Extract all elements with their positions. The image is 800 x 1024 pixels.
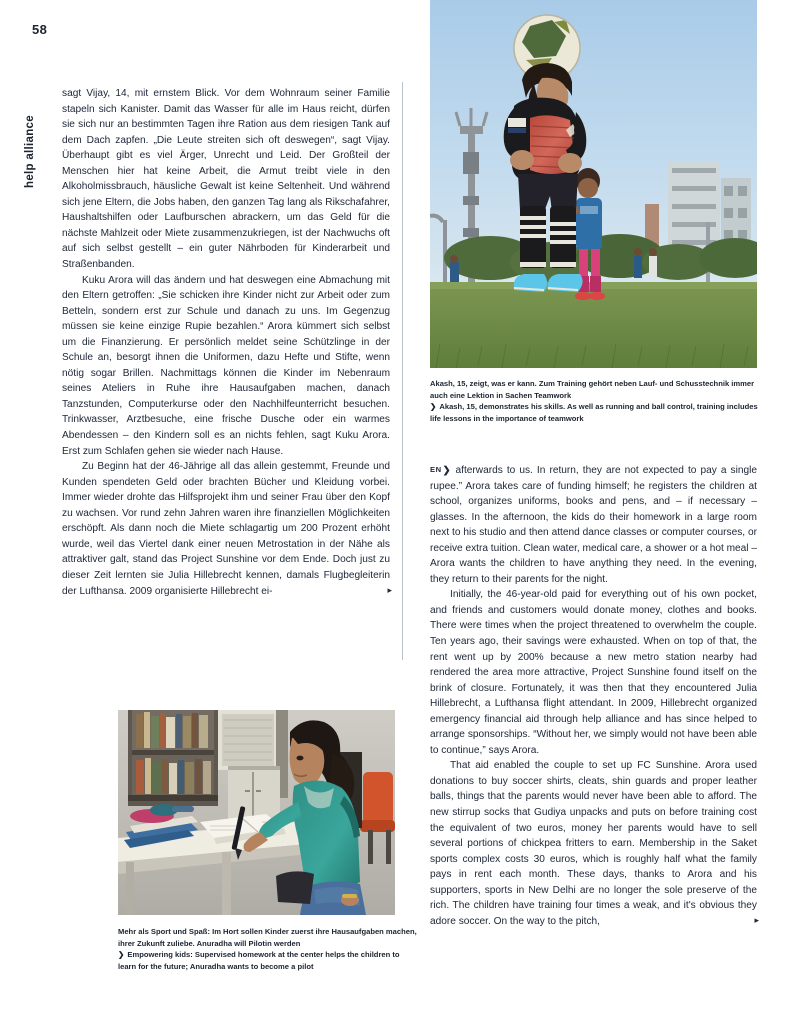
paragraph-en-1	[430, 462, 757, 587]
column-divider-rule	[402, 82, 403, 660]
paragraph-de-1: sagt Vijay, 14, mit ernstem Blick. Vor dem Wohnraum seiner Familie stapeln sich Kanister. Damit das Wasser für alle im Haus reicht, dürfen sie sich nur an bestimmten Tagen ihre Ration aus dem riesigen Tank auf dem Dach zapfen. „Die Leute streiten sich oft deswegen“, sagt Vijay. Überhaupt gibt es viel Ärger, Unrecht und Leid. Der Großteil der Menschen hier hat keine Arbeit, die Armut treibt viele in den Alkoholmissbrauch, häusliche Gewalt ist keine Seltenheit. Und während sich jene Eltern, die Jobs haben, den ganzen Tag lang als Rikschafahrer, Haushaltshilfen oder Laufburschen abrackern, um das Geld für die nächste Mahlzeit oder Miete zusammenzukriegen, ist der Nachwuchs oft auf sich selbst gestellt – ein guter Nährboden für Kinderarbeit und Straßenbanden.	[62, 88, 390, 271]
caption-soccer-german: Akash, 15, zeigt, was er kann. Zum Training gehört neben Lauf- und Schusstechnik immer auch eine Lektion in Sachen Teamwork	[430, 379, 755, 400]
books-top	[136, 712, 208, 748]
caption-homework-german: Mehr als Sport und Spaß: Im Hort sollen Kinder zuerst ihre Hausaufgaben machen, ihrer Zukunft zuliebe. Anuradha will Pilotin werden	[118, 927, 417, 948]
photo-soccer-training	[430, 0, 757, 368]
paragraph-en-3-text: That aid enabled the couple to set up FC Sunshine. Arora used donations to buy soccer shirts, cleats, shin guards and proper leather balls, things that the parents would never have been able to afford. The new stirrup socks that Gudiya unpacks and puts on before training cost the equivalent of two euros, money her parents would have to sell several portions of chickpea fritters to earn. Membership in the Saket sports complex costs 30 euros, which is roughly half what the family pays in rent each month. These days, thanks to Arora and his supporters, sports in New Delhi are no longer the sole preserve of the rich. The children have training four times a weak, and it's obvious they adore soccer. On the way to the pitch,	[430, 760, 757, 927]
caption-chevron-icon-2: ❯	[118, 950, 125, 960]
paragraph-en-3	[430, 758, 757, 929]
language-marker-en: EN	[430, 465, 442, 474]
article-column-german	[62, 86, 390, 599]
photo-homework-artwork	[118, 710, 395, 915]
continuation-arrow-icon: ▸	[387, 585, 392, 596]
caption-soccer-english-line	[430, 401, 760, 424]
paragraph-de-3	[62, 459, 390, 599]
caption-soccer-english: Akash, 15, demonstrates his skills. As well as running and ball control, training includes life lessons in the importance of teamwork	[430, 402, 758, 423]
paragraph-en-2: Initially, the 46-year-old paid for everything out of his own pocket, and friends and customers would donate money, clothes and books. There were times when the project threatened to overwhelm the couple. Ten years ago, their savings were exhausted. When on top of that, the rent went up by 200% because a new metro station nearby had rendered the area more attractive, Project Sunshine found itself on the brink of closure. Fortunately, it was then that they encountered Julia Hillebrecht, a Lufthansa flight attendant. In 2009, Hillebrecht organized emergency financial aid through help alliance and has since helped to arrange sponsorships. “Without her, we simply would not have been able to continue,” says Arora.	[430, 589, 757, 756]
page-number: 58	[32, 22, 48, 37]
paragraph-de-2: Kuku Arora will das ändern und hat deswegen eine Abmachung mit den Eltern getroffen: „Sie schicken ihre Kinder nicht zur Arbeit oder zum Betteln, sondern erst zur Schule und danach zu uns. Im Gegenzug müssen sie keine einzige Rupie bezahlen.“ Arora kümmert sich selbst um die Finanzierung. Er persönlich meldet seine Schützlinge in der Schule an, besorgt ihnen die Uniformen, dazu Hefte und Stifte, wenn nötig sogar Brillen. Nachmittags können die Kinder im Nebenraum seines Ateliers in Ruhe ihre Hausaufgaben machen, danach Tanzstunden, Computerkurse oder den Nachhilfeunterricht besuchen. Trinkwasser, Arztbesuche, eine frische Dusche oder ein warmes Abendessen – den Kindern soll es an nichts fehlen, sagt Kuku Arora. Erst zum Schlafen gehen sie wieder nach Hause.	[62, 274, 390, 457]
books-bottom	[136, 758, 211, 794]
caption-homework-english-line	[118, 949, 418, 972]
article-column-english	[430, 462, 757, 929]
caption-soccer	[430, 378, 760, 424]
paragraph-en-1-text: afterwards to us. In return, they are not expected to pay a single rupee.” Arora takes care of funding himself; he registers the children at school, organizes uniforms, books and pens, and – if necessary – glasses. In the afternoon, the kids do their homework in a large room next to his studio and then attend dance classes or computer courses, or receive extra tuition. Clean water, medical care, a shower or a hot meal – Arora wants the children to have anything they need. In the evening, they return to their parents for the night.	[430, 465, 757, 585]
continuation-arrow-icon-en: ▸	[754, 915, 759, 926]
caption-homework-english: Empowering kids: Supervised homework at the center helps the children to learn for the future; Anuradha wants to become a pilot	[118, 950, 400, 971]
paragraph-de-3-text: Zu Beginn hat der 46-Jährige all das allein gestemmt, Freunde und Kunden spendeten Geld oder brachten Bücher und Kleidung vorbei. Immer wieder drohte das Hilfsprojekt ihm und seiner Frau über den Kopf zu wachsen. Vor rund zehn Jahren waren ihre finanziellen Möglichkeiten erschöpft. Als dann noch die Miete schlagartig um 200 Prozent erhöht wurde, weil das Viertel dank einer neuen Metrostation in der Nähe als attraktiver galt, stand das Project Sunshine vor dem Ende. Doch just zu dieser Zeit lernten sie Julia Hillebrecht kennen, damals Flugbegleiterin der Lufthansa. 2009 organisierte Hillebrecht ei-	[62, 461, 390, 597]
caption-chevron-icon: ❯	[430, 402, 437, 412]
photo-soccer-artwork	[430, 0, 757, 368]
caption-homework	[118, 926, 418, 972]
en-chevron-icon: ❯	[442, 465, 451, 476]
vertical-brand-label: help alliance	[24, 115, 36, 188]
photo-homework-center	[118, 710, 395, 915]
